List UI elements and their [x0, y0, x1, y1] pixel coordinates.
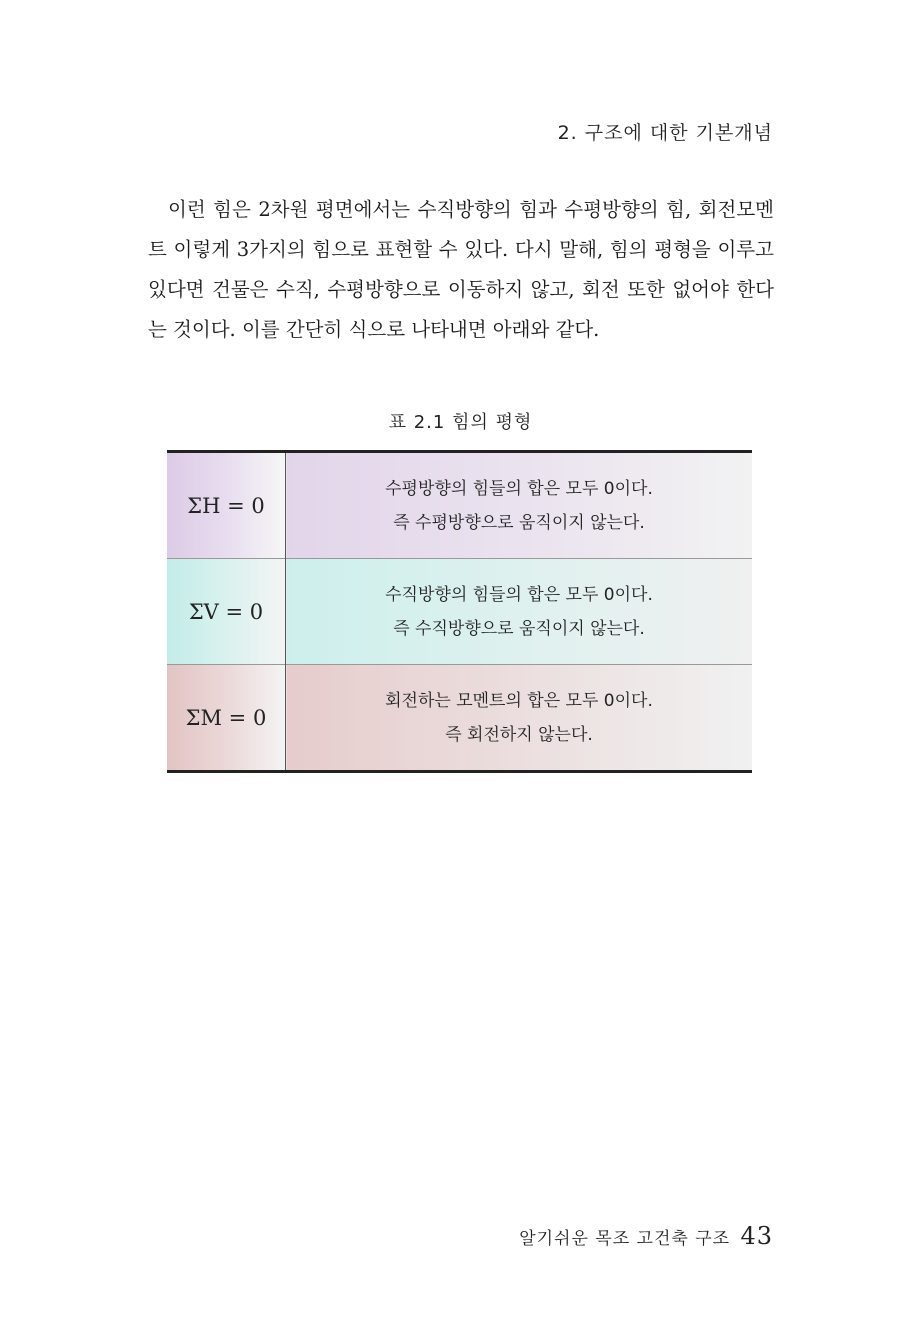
table-row-vertical [167, 559, 752, 665]
description-line: 수직방향의 힘들의 합은 모두 0이다. [385, 584, 653, 605]
chapter-header: 2. 구조에 대한 기본개념 [557, 122, 773, 144]
book-title: 알기쉬운 목조 고건축 구조 [519, 1229, 731, 1249]
force-equilibrium-table [167, 450, 752, 773]
table-row-moment [167, 665, 752, 772]
description-cell [286, 559, 753, 665]
table-caption: 표 2.1 힘의 평형 [388, 412, 533, 433]
equation-cell: ΣH = 0 [167, 452, 286, 559]
page-number: 43 [740, 1222, 773, 1250]
body-paragraph: 이런 힘은 2차원 평면에서는 수직방향의 힘과 수평방향의 힘, 회전모멘트 이렇게 3가지의 힘으로 표현할 수 있다. 다시 말해, 힘의 평형을 이루고 있다면 건물은 수직, 수평방향으로 이동하지 않고, 회전 또한 없어야 한다는 것이다. 이를 간단히 식으로 나타내면 아래와 같다. [148, 198, 774, 341]
body-paragraph-block [148, 190, 774, 350]
description-line: 수평방향의 힘들의 합은 모두 0이다. [385, 478, 653, 499]
page-footer [519, 1222, 773, 1250]
description-line: 즉 수직방향으로 움직이지 않는다. [393, 618, 645, 639]
description-cell [286, 452, 753, 559]
table-row-horizontal [167, 452, 752, 559]
description-cell [286, 665, 753, 772]
description-line: 즉 회전하지 않는다. [445, 724, 593, 745]
description-line: 즉 수평방향으로 움직이지 않는다. [393, 512, 645, 533]
description-line: 회전하는 모멘트의 합은 모두 0이다. [385, 690, 653, 711]
equation-cell: ΣV = 0 [167, 559, 286, 665]
equation-cell: ΣM = 0 [167, 665, 286, 772]
